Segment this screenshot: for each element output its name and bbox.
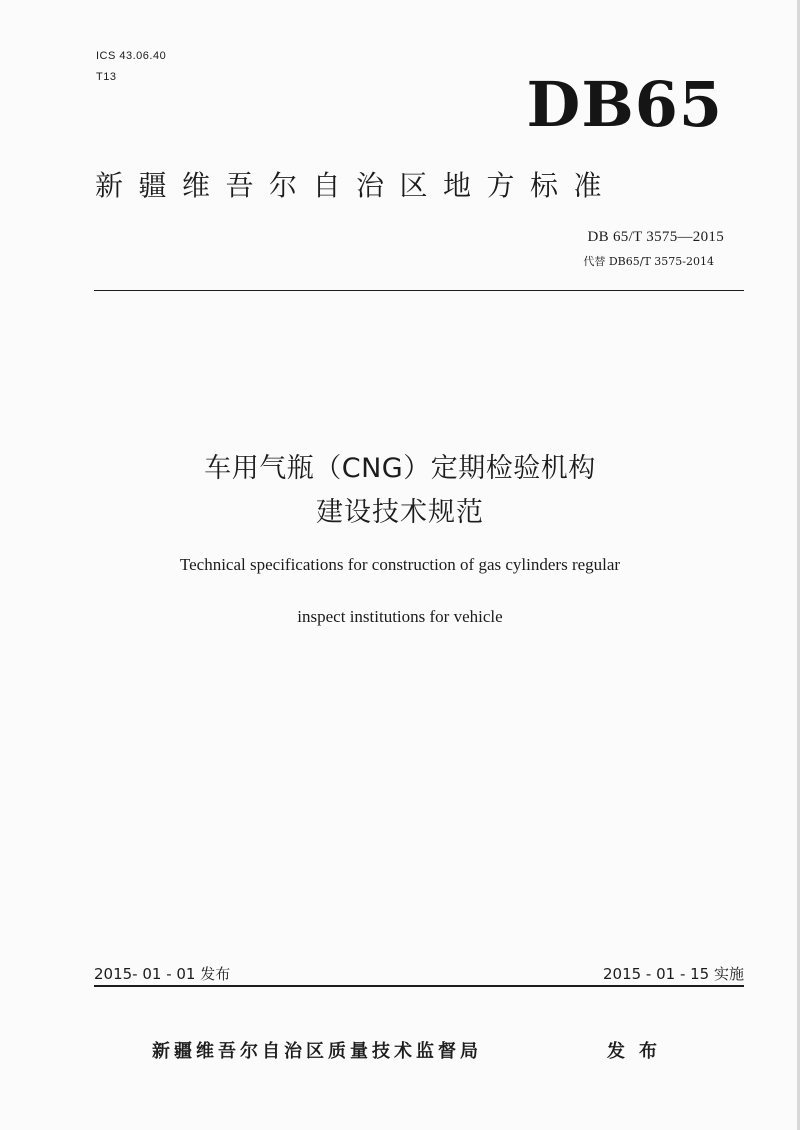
bottom-divider — [94, 985, 744, 987]
replaces-note: 代替 DB65/T 3575-2014 — [583, 255, 714, 268]
title-cn-line2: 建设技术规范 — [316, 497, 484, 528]
standard-number: DB 65/T 3575—2015 — [587, 229, 724, 245]
ics-code: ICS 43.06.40 — [96, 50, 167, 62]
top-divider — [94, 290, 744, 291]
issue-date: 2015- 01 - 01 发布 — [94, 965, 231, 983]
db-logo: DB65 — [526, 68, 723, 141]
standard-type-heading: 新疆维吾尔自治区地方标准 — [95, 169, 618, 202]
implementation-date: 2015 - 01 - 15 实施 — [602, 965, 744, 983]
classification-code: T13 — [96, 71, 117, 83]
title-cn-line1: 车用气瓶（CNG）定期检验机构 — [204, 453, 596, 484]
title-en-line1: Technical specifications for construction of gas cylinders regular — [179, 555, 621, 574]
publish-label: 发布 — [607, 1041, 671, 1062]
title-en-line2: inspect institutions for vehicle — [297, 607, 503, 626]
publisher: 新疆维吾尔自治区质量技术监督局 — [152, 1041, 482, 1062]
